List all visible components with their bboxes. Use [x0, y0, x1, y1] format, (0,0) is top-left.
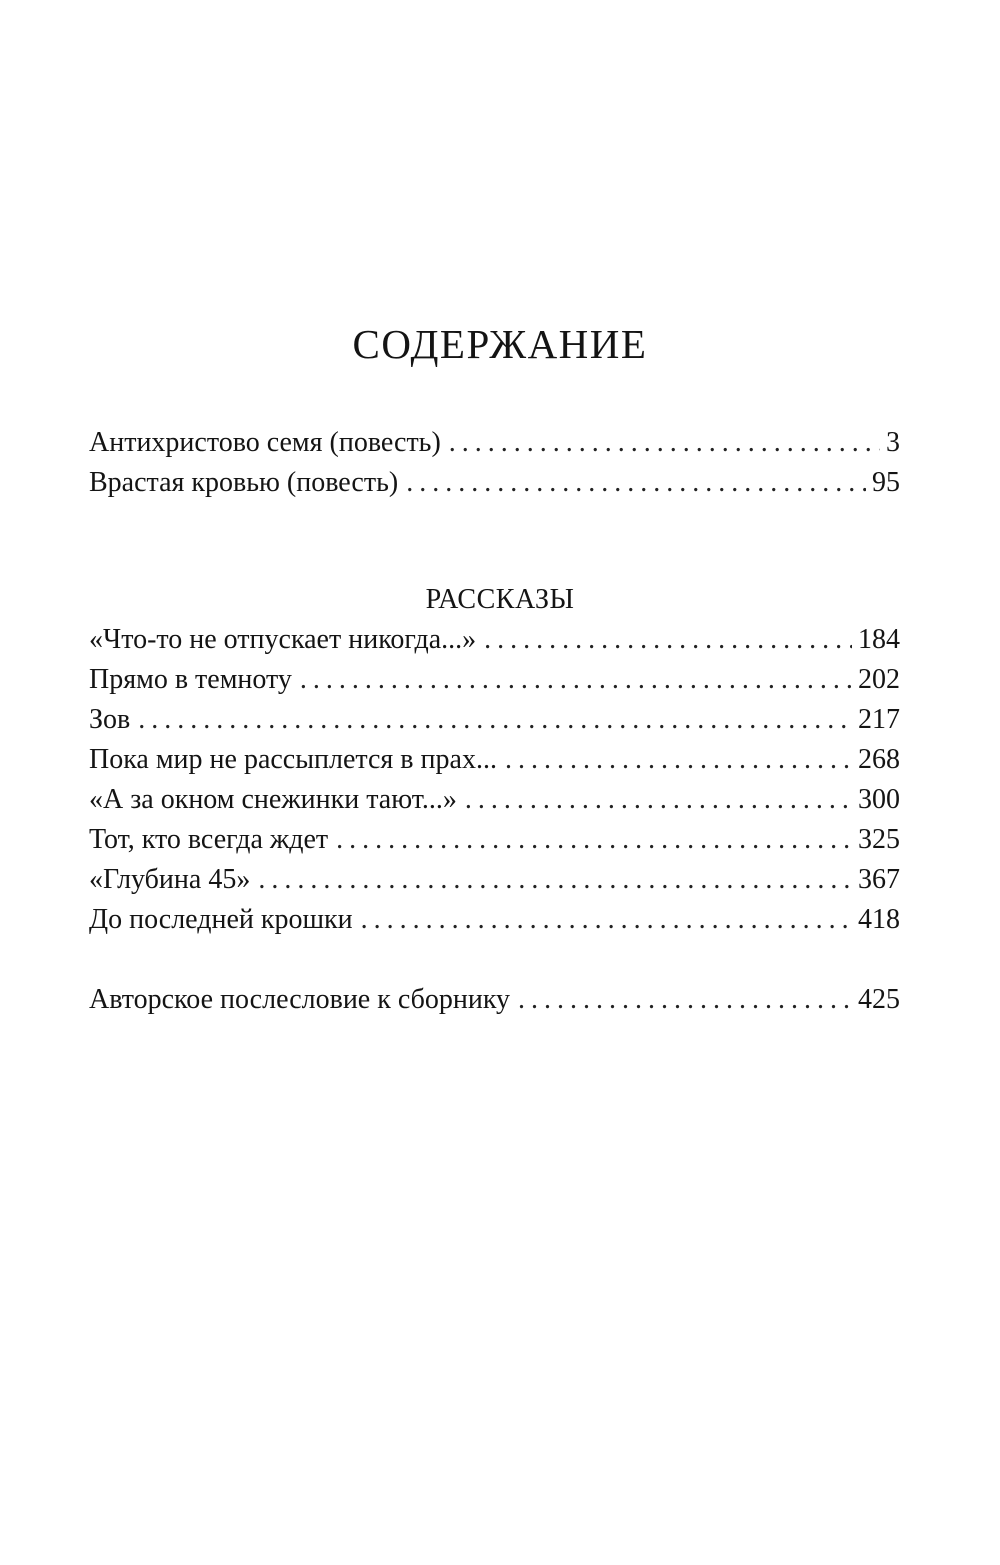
- toc-entry-page: 184: [858, 624, 900, 655]
- toc-entry-title: Прямо в темноту: [89, 664, 292, 695]
- toc-entry: [89, 620, 900, 660]
- dot-leader: [465, 780, 852, 820]
- toc-entry: [89, 700, 900, 740]
- toc-entry-title: «Что-то не отпускает никогда...»: [89, 624, 477, 655]
- toc-entry: [89, 660, 900, 700]
- toc-stories-list: [89, 620, 900, 940]
- dot-leader: [449, 423, 880, 463]
- toc-entry-page: 300: [858, 784, 900, 815]
- toc-entry-page: 325: [858, 824, 900, 855]
- dot-leader: [258, 860, 852, 900]
- toc-entry: [89, 740, 900, 780]
- toc-entry-page: 418: [858, 904, 900, 935]
- dot-leader: [138, 700, 852, 740]
- toc-afterword-list: [89, 980, 900, 1020]
- stories-heading: РАССКАЗЫ: [425, 584, 575, 615]
- toc-entry-page: 95: [872, 467, 900, 498]
- toc-entry-page: 268: [858, 744, 900, 775]
- toc-entry-title: Врастая кровью (повесть): [89, 467, 399, 498]
- toc-entry-page: 425: [858, 984, 900, 1015]
- toc-entry-page: 202: [858, 664, 900, 695]
- toc-entry-title: Авторское послесловие к сборнику: [89, 984, 511, 1015]
- dot-leader: [406, 463, 866, 503]
- toc-entry-title: «А за окном снежинки тают...»: [89, 784, 457, 815]
- toc-entry-page: 367: [858, 864, 900, 895]
- toc-entry: [89, 820, 900, 860]
- dot-leader: [505, 740, 852, 780]
- toc-entry: [89, 423, 900, 463]
- toc-entry-title: Пока мир не рассыплется в прах...: [89, 744, 497, 775]
- toc-entry-title: Антихристово семя (повесть): [89, 427, 441, 458]
- toc-entry: [89, 860, 900, 900]
- toc-entry-title: Тот, кто всегда ждет: [89, 824, 329, 855]
- toc-entry-page: 217: [858, 704, 900, 735]
- toc-entry-page: 3: [886, 427, 900, 458]
- page-title: СОДЕРЖАНИЕ: [352, 321, 648, 367]
- dot-leader: [336, 820, 852, 860]
- toc-main-list: [89, 423, 900, 503]
- toc-entry: [89, 980, 900, 1020]
- dot-leader: [484, 620, 852, 660]
- toc-entry: [89, 780, 900, 820]
- dot-leader: [518, 980, 852, 1020]
- dot-leader: [361, 900, 852, 940]
- toc-entry: [89, 900, 900, 940]
- toc-entry-title: «Глубина 45»: [89, 864, 251, 895]
- toc-entry: [89, 463, 900, 503]
- toc-entry-title: Зов: [89, 704, 131, 735]
- toc-entry-title: До последней крошки: [89, 904, 353, 935]
- dot-leader: [300, 660, 852, 700]
